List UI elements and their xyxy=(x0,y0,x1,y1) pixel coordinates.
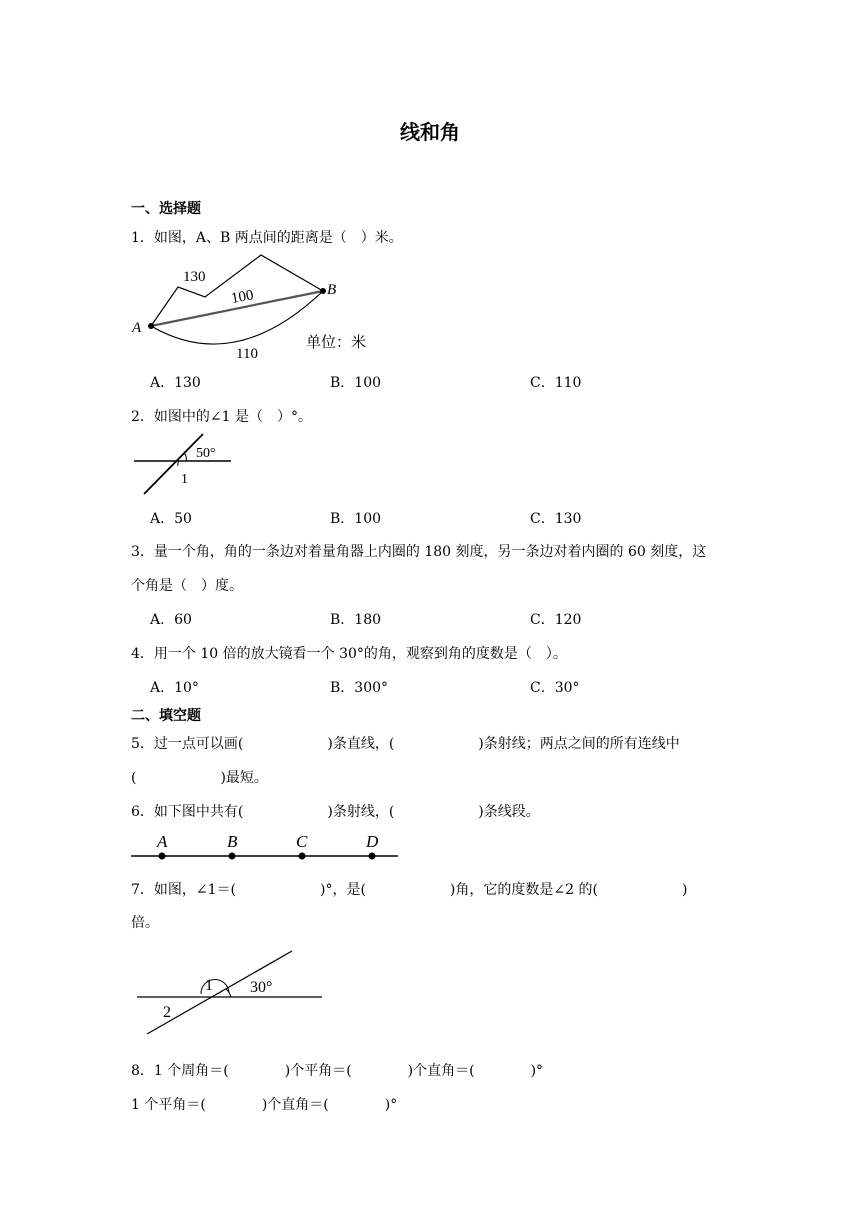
question-8-line2: 1 个平角＝( )个直角＝( )° xyxy=(131,1097,398,1113)
q1-option-c: C．110 xyxy=(530,375,582,391)
q4-option-b: B．300° xyxy=(330,680,389,696)
question-5-line1: 5．过一点可以画( )条直线，( )条射线；两点之间的所有连线中 xyxy=(131,736,680,752)
question-7-figure xyxy=(133,946,328,1038)
point-d xyxy=(369,853,376,860)
angle-mark-2: 2 xyxy=(163,1004,171,1021)
question-6-figure xyxy=(128,828,403,864)
unit-label: 单位：米 xyxy=(306,335,367,351)
section-heading-fill: 二、填空题 xyxy=(131,708,201,724)
point-b xyxy=(320,288,326,294)
length-100: 100 xyxy=(229,287,255,307)
label-b: B xyxy=(227,832,238,851)
length-110: 110 xyxy=(236,346,258,362)
label-c: C xyxy=(296,832,308,851)
q1-option-a: A．130 xyxy=(150,375,201,391)
angle-mark-1: 1 xyxy=(205,977,213,994)
question-3-stem-line2: 个角是（ ）度。 xyxy=(131,578,243,594)
page-title: 线和角 xyxy=(400,120,460,144)
question-1-stem: 1．如图，A、B 两点间的距离是（ ）米。 xyxy=(131,230,403,246)
label-b: B xyxy=(327,282,337,298)
slanted-line xyxy=(144,434,203,494)
point-a xyxy=(159,853,166,860)
question-8-line1: 8．1 个周角＝( )个平角＝( )个直角＝( )° xyxy=(131,1063,544,1079)
question-5-line2: ( )最短。 xyxy=(131,770,268,786)
angle-mark-1: 1 xyxy=(181,472,188,487)
length-130: 130 xyxy=(183,269,206,285)
q2-option-b: B．100 xyxy=(330,511,382,527)
question-1-figure xyxy=(125,250,395,365)
angle-label-30: 30° xyxy=(250,979,273,996)
question-3-stem-line1: 3．量一个角，角的一条边对着量角器上内圈的 180 刻度，另一条边对着内圈的 60 刻度，这 xyxy=(131,544,707,560)
q1-option-b: B．100 xyxy=(330,375,382,391)
question-2-figure xyxy=(130,432,240,500)
question-4-stem: 4．用一个 10 倍的放大镜看一个 30°的角，观察到角的度数是（ ）。 xyxy=(131,646,567,662)
q2-option-c: C．130 xyxy=(530,511,582,527)
label-a: A xyxy=(157,832,168,851)
q3-option-c: C．120 xyxy=(530,612,582,628)
q4-option-a: A．10° xyxy=(150,680,199,696)
label-d: D xyxy=(366,832,379,851)
q3-option-b: B．180 xyxy=(330,612,382,628)
angle-1-arc xyxy=(178,461,179,466)
q3-option-a: A．60 xyxy=(150,612,192,628)
question-7-line1: 7．如图，∠1＝( )°，是( )角，它的度数是∠2 的( ) xyxy=(131,882,688,898)
question-7-line2: 倍。 xyxy=(131,915,159,931)
point-c xyxy=(299,853,306,860)
angle-label-50: 50° xyxy=(196,446,216,461)
q2-option-a: A．50 xyxy=(150,511,192,527)
question-6-stem: 6．如下图中共有( )条射线，( )条线段。 xyxy=(131,804,540,820)
point-b xyxy=(229,853,236,860)
label-a: A xyxy=(132,320,142,336)
question-2-stem: 2．如图中的∠1 是（ ）°。 xyxy=(131,409,312,425)
point-a xyxy=(148,323,154,329)
section-heading-choice: 一、选择题 xyxy=(131,201,201,217)
q4-option-c: C．30° xyxy=(530,680,580,696)
